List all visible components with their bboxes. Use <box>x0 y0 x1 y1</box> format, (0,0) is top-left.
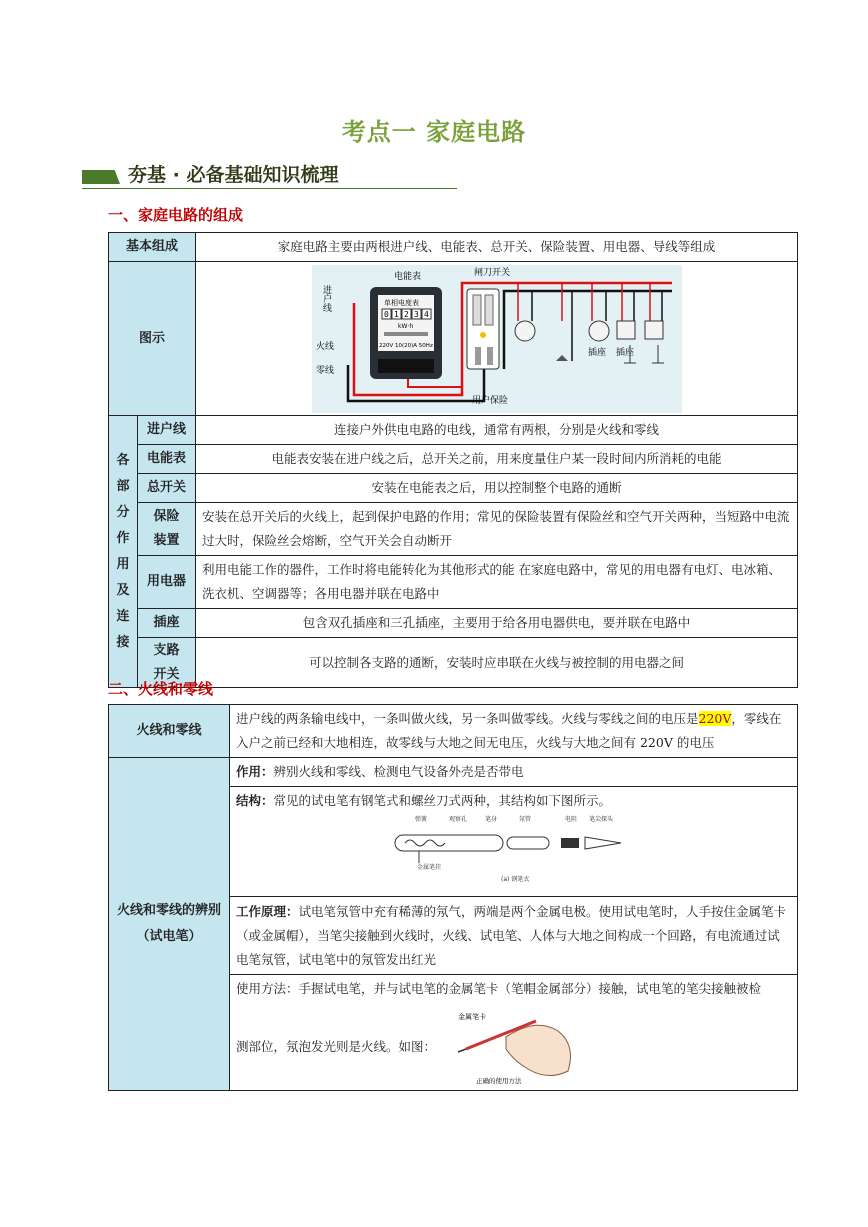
section2-heading: 二、火线和零线 <box>108 680 214 698</box>
label-socket: 插座 <box>615 347 634 358</box>
hand-label: 金属笔卡 <box>458 1013 487 1021</box>
pen-label: 金属笔挂 <box>416 864 441 871</box>
voltage-highlight: 220V <box>698 711 732 726</box>
row-text: 连接户外供电电路的电线，通常有两根，分别是火线和零线 <box>196 416 798 445</box>
row-text: 安装在电能表之后，用以控制整个电路的通断 <box>196 474 798 503</box>
pen-label: 电阻 <box>564 816 577 823</box>
method-text-2: 测部位，氖泡发光则是火线。如图： <box>236 1039 437 1054</box>
side-char: 用 <box>116 556 130 572</box>
row-text: 电能表安装在进户线之后，总开关之前，用来度量住户某一段时间内所消耗的电能 <box>196 445 798 474</box>
side-label <box>109 416 138 688</box>
table-row <box>109 233 798 262</box>
pen-caption: (a) 钢笔式 <box>500 876 529 883</box>
side-char: 接 <box>116 634 130 650</box>
row-label: 总开关 <box>138 474 196 503</box>
side-char: 作 <box>116 530 130 546</box>
structure-cell <box>230 787 798 897</box>
side-char: 部 <box>116 478 130 494</box>
label-meter: 电能表 <box>393 271 421 282</box>
text-part: 试电笔氖管中充有稀薄的氖气，两端是两个金属电极。使用试电笔时，人手按住金属笔卡（或金属帽），当笔尖接触到火线时，火线、试电笔、人体与大地之间构成一个回路，有电流通过试电笔氖管，试电笔中的氖管发出红光 <box>236 903 787 967</box>
table-row <box>109 416 798 445</box>
label-fuse: 用户保险 <box>471 395 508 406</box>
side-char: 及 <box>116 582 130 598</box>
pen-label: 笔身 <box>484 816 497 823</box>
test-pen-figure <box>389 815 639 885</box>
table-row <box>109 758 798 787</box>
row-text <box>230 758 798 787</box>
hand-caption: 正确的使用方法 <box>476 1077 522 1085</box>
label-live: 火线 <box>315 341 334 352</box>
meter-digit: 2 <box>403 309 409 319</box>
section-banner <box>82 160 457 190</box>
row-label: 保险 装置 <box>138 503 196 556</box>
side-char: 分 <box>116 504 130 520</box>
pen-label: 观察孔 <box>448 816 467 823</box>
method-cell <box>230 975 798 1091</box>
table-row <box>109 705 798 758</box>
row-text: 安装在总开关后的火线上，起到保护电路的作用；常见的保险装置有保险丝和空气开关两种，当短路中电流过大时，保险丝会熔断，空气开关会自动断开 <box>196 503 798 556</box>
method-text: 使用方法：手握试电笔，并与试电笔的金属笔卡（笔帽金属部分）接触，试电笔的笔尖接触被检 <box>236 981 762 996</box>
row-label: 火线和零线 <box>109 705 230 758</box>
row-text: 利用电能工作的器件，工作时将电能转化为其他形式的能 在家庭电路中，常见的用电器有电灯、电冰箱、洗衣机、空调器等；各用电器并联在电路中 <box>196 556 798 609</box>
table-row <box>109 609 798 638</box>
meter-digit: 0 <box>383 309 389 319</box>
text-part: 进户线的两条输电线中，一条叫做火线，另一条叫做零线。火线与零线之间的电压是 <box>236 711 699 726</box>
cell-label: 基本组成 <box>109 233 196 262</box>
text-part: ，零线在入户之前已经和大地相连，故零线与大地之间无电压，火线与大地之间有 220V 的电压 <box>236 711 782 750</box>
section1-heading: 一、家庭电路的组成 <box>108 206 244 224</box>
meter-digit: 3 <box>413 309 419 319</box>
table-row <box>109 262 798 416</box>
pen-label: 弹簧 <box>414 816 427 823</box>
banner-text: 夯基 · 必备基础知识梳理 <box>128 164 339 186</box>
pen-label: 笔尖探头 <box>588 816 613 823</box>
live-neutral-table <box>108 704 798 1091</box>
text-part: 辨别火线和零线、检测电气设备外壳是否带电 <box>273 764 524 779</box>
row-text <box>230 705 798 758</box>
meter-spec: 220V 10(20)A 50Hz <box>378 342 433 349</box>
circuit-diagram <box>312 265 682 413</box>
row-label: 火线和零线的辨别 （试电笔） <box>109 758 230 1091</box>
side-char: 连 <box>116 608 130 624</box>
page-title: 考点一 家庭电路 <box>341 118 527 146</box>
household-circuit-table <box>108 232 798 688</box>
circuit-diagram-cell <box>196 262 798 416</box>
row-label: 电能表 <box>138 445 196 474</box>
label-entry: 进户线 <box>320 284 331 312</box>
key-label: 工作原理： <box>236 903 299 919</box>
row-label: 插座 <box>138 609 196 638</box>
row-text: 包含双孔插座和三孔插座，主要用于给各用电器供电，要并联在电路中 <box>196 609 798 638</box>
key-label: 结构： <box>236 793 274 808</box>
side-char: 各 <box>116 452 130 468</box>
table-row <box>109 556 798 609</box>
key-label: 作用： <box>236 764 274 779</box>
hand-figure <box>436 1007 586 1087</box>
row-label: 支路 开关 <box>138 638 196 688</box>
table-row <box>109 474 798 503</box>
label-neutral: 零线 <box>315 365 334 376</box>
text-part: 常见的试电笔有钢笔式和螺丝刀式两种，其结构如下图所示。 <box>273 793 612 808</box>
meter-unit: kW·h <box>397 322 413 330</box>
banner-underline <box>82 188 457 189</box>
pen-label: 氖管 <box>518 816 531 823</box>
meter-digit: 4 <box>423 309 429 319</box>
banner-bar <box>82 170 120 184</box>
table-row <box>109 445 798 474</box>
cell-label: 图示 <box>109 262 196 416</box>
meter-title: 单相电度表 <box>383 298 419 307</box>
meter-digit: 1 <box>393 309 399 319</box>
table-row <box>109 503 798 556</box>
label-socket: 插座 <box>587 347 606 358</box>
label-switch: 闸刀开关 <box>473 267 510 278</box>
row-text: 可以控制各支路的通断，安装时应串联在火线与被控制的用电器之间 <box>196 638 798 688</box>
row-label: 进户线 <box>138 416 196 445</box>
row-label: 用电器 <box>138 556 196 609</box>
row-text <box>230 897 798 975</box>
cell-text: 家庭电路主要由两根进户线、电能表、总开关、保险装置、用电器、导线等组成 <box>196 233 798 262</box>
